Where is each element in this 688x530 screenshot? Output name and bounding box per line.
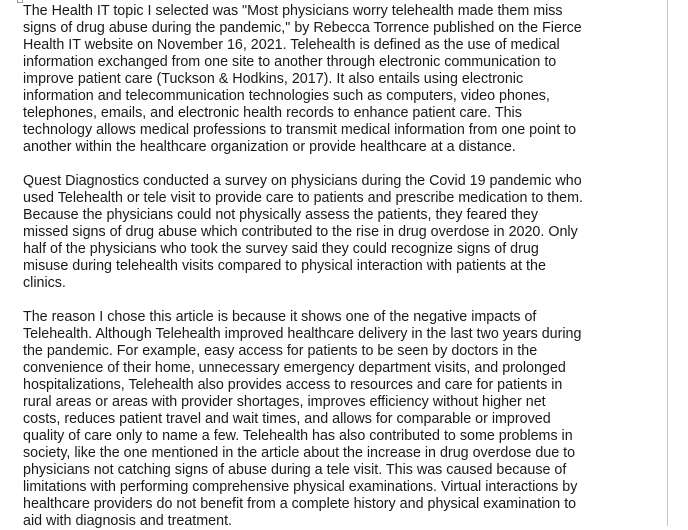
content-border: [667, 0, 668, 526]
paragraph-intro: The Health IT topic I selected was "Most physicians worry telehealth made them miss signs of drug abuse during the pandemic," by Rebecca Torrence published on the Fierce Health IT website on November 16, 2021. Telehealth is defined as the use of medical information exchanged from one site to another through electronic communication to improve patient care (Tuckson & Hodkins, 2017). It also entails using electronic information and telecommunication technologies such as computers, video phones, telephones, emails, and electronic health records to enhance patient care. This technology allows medical professions to transmit medical information from one point to another within the healthcare organization or provide healthcare at a distance.: [23, 3, 582, 155]
post-body: [23, 3, 583, 530]
paragraph-reason: The reason I chose this article is because it shows one of the negative impacts of Telehealth. Although Telehealth improved healthcare delivery in the last two years during the pandemic. For example, easy access for patients to be seen by doctors in the convenience of their home, unnecessary emergency department visits, and prolonged hospitalizations, Telehealth also provides access to resources and care for patients in rural areas or areas with provider shortages, improves efficiency without higher net costs, reduces patient travel and wait times, and allows for comparable or improved quality of care only to name a few. Telehealth has also contributed to some problems in society, like the one mentioned in the article about the increase in drug overdose due to physicians not catching signs of abuse during a tele visit. This was caused because of limitations with performing comprehensive physical examinations. Virtual interactions by healthcare providers do not benefit from a complete history and physical examination to aid with diagnosis and treatment.: [23, 309, 582, 529]
paragraph-survey: Quest Diagnostics conducted a survey on physicians during the Covid 19 pandemic who used Telehealth or tele visit to provide care to patients and prescribe medication to them. Because the physicians could not physically assess the patients, they feared they missed signs of drug abuse which contributed to the rise in drug overdose in 2020. Only half of the physicians who took the survey said they could recognize signs of drug misuse during telehealth visits compared to physical interaction with patients at the clinics.: [23, 173, 584, 291]
